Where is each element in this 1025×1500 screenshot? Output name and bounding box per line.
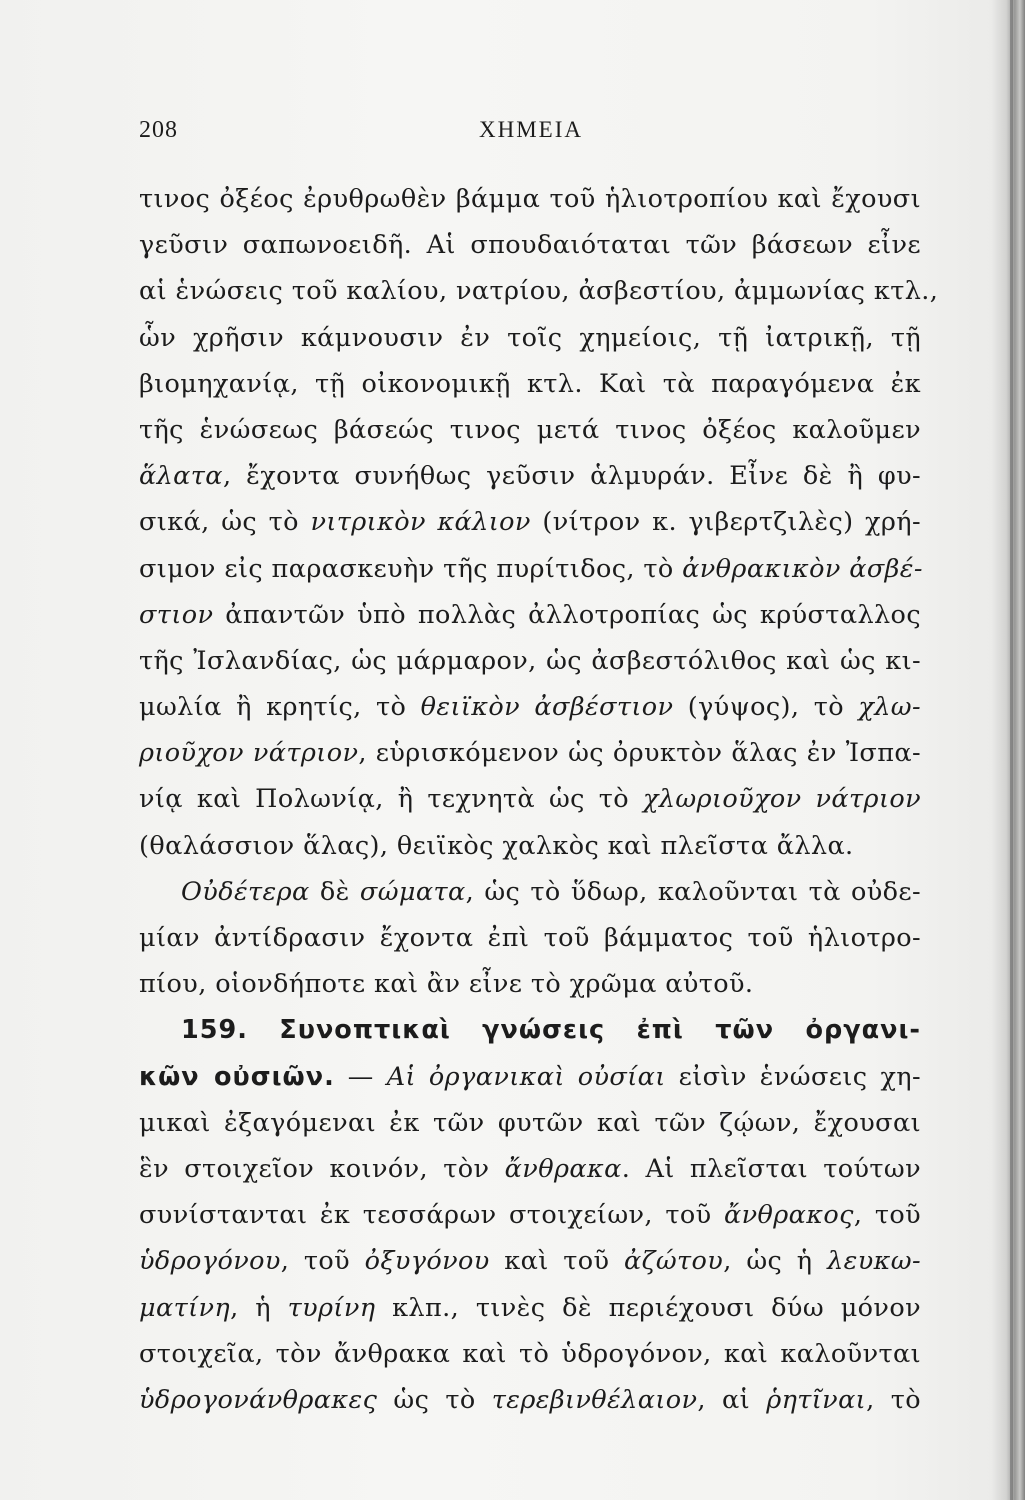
running-title: ΧΗΜΕΙΑ (479, 117, 583, 142)
body-text (139, 176, 939, 1423)
text-segment: ὡς τὸ (377, 1384, 492, 1415)
text-line (139, 1377, 921, 1423)
text-segment: βιομηχανίᾳ, τῇ οἰκονομικῇ κτλ. Καὶ τὰ παραγόμενα ἐκ (139, 368, 921, 399)
text-segment: τῆς ἑνώσεως βάσεώς τινος μετά τινος ὀξέος καλοῦμεν (139, 414, 921, 445)
text-line (139, 1285, 921, 1331)
text-segment: ὧν χρῆσιν κάμνουσιν ἐν τοῖς χημείοις, τῇ ἰατρικῇ, τῇ (139, 322, 921, 353)
text-segment: μωλία ἢ κρητίς, τὸ (139, 692, 421, 723)
text-line (139, 961, 921, 1007)
text-line (139, 499, 921, 545)
text-segment: αἱ ἑνώσεις τοῦ καλίου, νατρίου, ἀσβεστίου, ἀμμωνίας κτλ., (139, 276, 939, 307)
text-segment: μικαὶ ἐξαγόμεναι ἐκ τῶν φυτῶν καὶ τῶν ζῴων, ἔχουσαι (139, 1107, 921, 1138)
page-edge-shadow (991, 0, 1025, 1500)
text-line (139, 776, 921, 822)
text-segment: νιτρικὸν κάλιον (310, 507, 531, 538)
text-line (139, 361, 921, 407)
text-line (139, 1146, 921, 1192)
text-segment: στιον (139, 599, 214, 630)
page-edge-line (1010, 0, 1013, 1500)
text-segment: , τοῦ (853, 1200, 921, 1231)
text-segment: — (334, 1061, 387, 1092)
text-line (139, 268, 939, 314)
text-segment: , ὡς ἡ (723, 1246, 828, 1277)
text-segment: τῆς Ἰσλανδίας, ὡς μάρμαρον, ὡς ἀσβεστόλιθος καὶ ὡς κι- (139, 645, 921, 676)
text-segment: τυρίνη (287, 1292, 376, 1323)
text-segment: , τοῦ (280, 1246, 365, 1277)
text-line (139, 176, 921, 222)
text-segment: εἰσὶν ἑνώσεις χη- (665, 1061, 922, 1092)
text-segment: δὲ (309, 876, 360, 907)
text-segment: πίου, οἱονδήποτε καὶ ἂν εἶνε τὸ χρῶμα αὐτοῦ. (139, 969, 754, 1000)
text-segment: ριοῦχον νάτριον (139, 738, 359, 769)
text-segment: νίᾳ καὶ Πολωνίᾳ, ἢ τεχνητὰ ὡς τὸ (139, 784, 644, 815)
text-segment: , εὑρισκόμενον ὡς ὀρυκτὸν ἅλας ἐν Ἰσπα- (358, 738, 921, 769)
text-segment: γεῦσιν σαπωνοειδῆ. Αἱ σπουδαιόταται τῶν βάσεων εἶνε (139, 230, 921, 261)
text-segment: θειϊκὸν ἀσβέστιον (420, 692, 674, 723)
text-segment: ἓν στοιχεῖον κοινόν, τὸν (139, 1153, 505, 1184)
section-heading-text: 159. Συνοπτικαὶ γνώσεις ἐπὶ τῶν ὀργανι- (181, 1015, 921, 1046)
text-segment: , ἔχοντα συνήθως γεῦσιν ἁλμυράν. Εἶνε δὲ ἢ φυ- (222, 461, 921, 492)
text-segment: (θαλάσσιον ἅλας), θειϊκὸς χαλκὸς καὶ πλεῖστα ἄλλα. (139, 830, 854, 861)
text-segment: ὑδρογόνου (139, 1246, 281, 1277)
text-line (139, 1100, 921, 1146)
text-segment: στοιχεῖα, τὸν ἄνθρακα καὶ τὸ ὑδρογόνον, καὶ καλοῦνται (139, 1338, 921, 1369)
text-segment: συνίστανται ἐκ τεσσάρων στοιχείων, τοῦ (139, 1200, 725, 1231)
text-segment: σιμον εἰς παρασκευὴν τῆς πυρίτιδος, τὸ (139, 553, 683, 584)
text-segment: χλωριοῦχον νάτριον (643, 784, 921, 815)
text-line (139, 222, 921, 268)
text-segment: ἄνθρακος (724, 1200, 854, 1231)
text-segment: ἄνθρακα (504, 1153, 622, 1184)
text-line (139, 1238, 921, 1284)
text-segment: (νίτρον κ. γιβερτζιλὲς) χρή- (530, 507, 921, 538)
text-segment: μίαν ἀντίδρασιν ἔχοντα ἐπὶ τοῦ βάμματος τοῦ ἡλιοτρο- (139, 923, 921, 953)
text-segment: . Αἱ πλεῖσται τούτων (621, 1153, 921, 1184)
text-segment: σικά, ὡς τὸ (139, 507, 311, 538)
page-header (139, 117, 919, 151)
text-line (139, 915, 921, 961)
text-segment: τινος ὀξέος ἐρυθρωθὲν βάμμα τοῦ ἡλιοτροπίου καὶ ἔχουσι (139, 184, 921, 214)
text-line (139, 684, 921, 730)
page-number: 208 (139, 117, 178, 143)
text-segment: ὀξυγόνου (364, 1246, 490, 1277)
text-line (139, 315, 921, 361)
section-heading-text: κῶν οὐσιῶν. (139, 1061, 335, 1092)
text-segment: ὑδρογονάνθρακες (139, 1384, 378, 1415)
text-segment: (γύψος), τὸ (673, 692, 859, 723)
text-line (139, 823, 921, 869)
text-line (139, 1192, 921, 1238)
text-line (139, 730, 921, 776)
text-line (139, 546, 921, 592)
text-segment: λευκω- (827, 1246, 921, 1277)
text-line (139, 407, 921, 453)
text-segment: ἀζώτου (624, 1246, 724, 1277)
text-segment: καὶ τοῦ (489, 1246, 625, 1277)
text-line (139, 1007, 921, 1053)
text-line (139, 638, 921, 684)
text-segment: , ἡ (230, 1292, 288, 1323)
text-segment: κλπ., τινὲς δὲ περιέχουσι δύω μόνον (375, 1292, 921, 1323)
text-line (139, 453, 921, 499)
text-segment: Οὐδέτερα (181, 876, 310, 907)
text-segment: ἅλατα (139, 461, 223, 492)
text-segment: χλω- (858, 692, 921, 723)
text-segment: Αἱ ὀργανικαὶ οὐσίαι (386, 1061, 666, 1092)
text-segment: ἀνθρακικὸν ἀσβέ- (682, 553, 923, 584)
text-segment: ἀπαντῶν ὑπὸ πολλὰς ἀλλοτροπίας ὡς κρύσταλλος (213, 599, 921, 630)
text-segment: σώματα (359, 876, 466, 907)
text-line (139, 1054, 921, 1100)
text-segment: ματίνη (139, 1292, 231, 1323)
text-line (139, 869, 921, 915)
text-segment: , ὡς τὸ ὕδωρ, καλοῦνται τὰ οὐδε- (465, 876, 921, 907)
text-segment: τερεβινθέλαιον (491, 1384, 698, 1415)
text-segment: , αἱ (697, 1384, 767, 1415)
text-line (139, 592, 921, 638)
text-segment: , τὸ (866, 1384, 921, 1415)
text-line (139, 1331, 921, 1377)
text-segment: ῥητῖναι (766, 1384, 867, 1415)
